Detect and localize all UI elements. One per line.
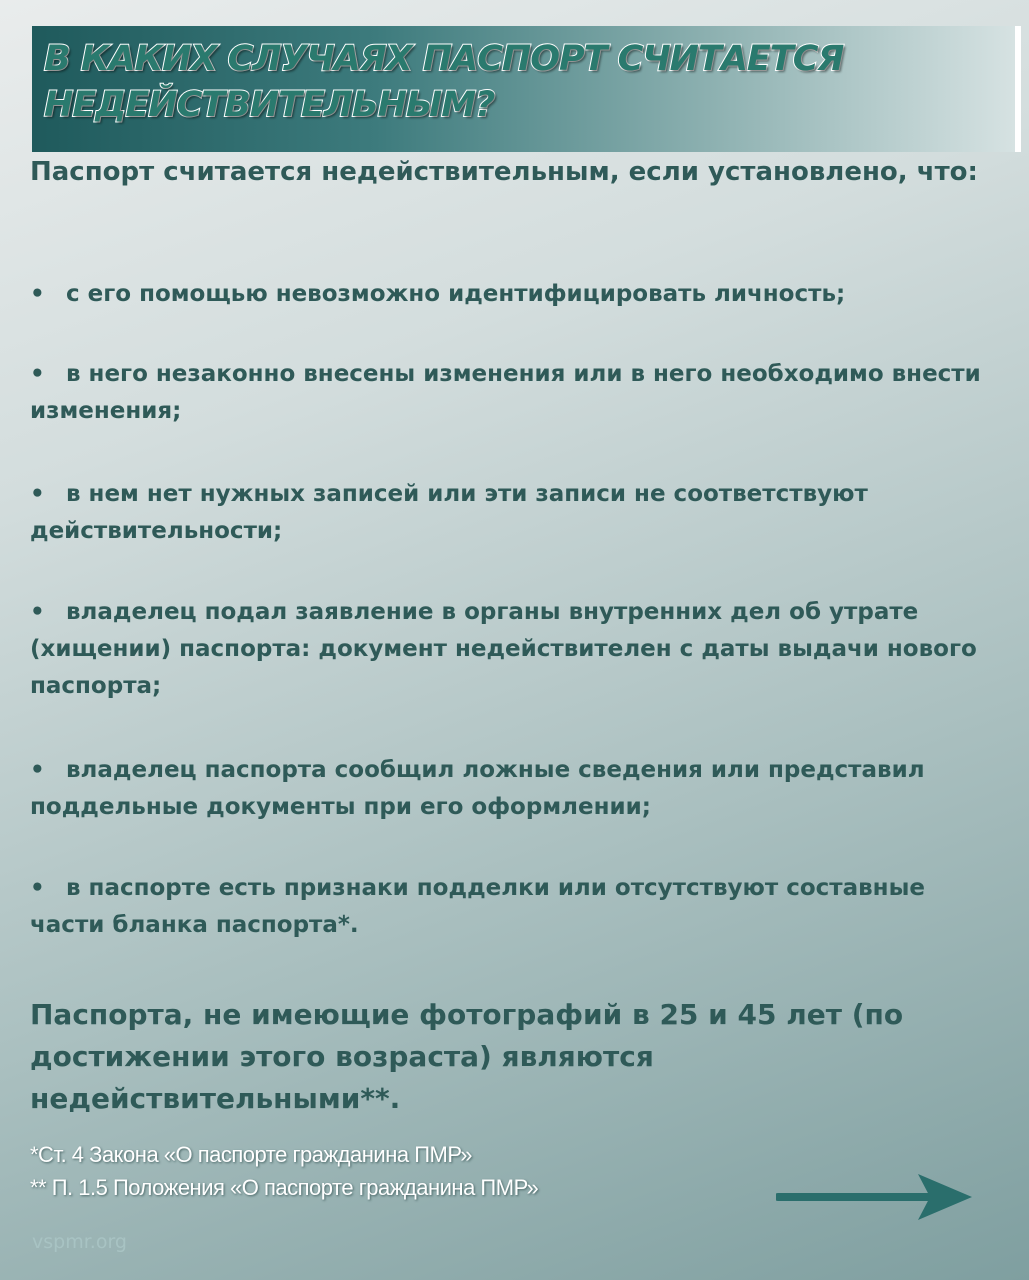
closing-statement: Паспорта, не имеющие фотографий в 25 и 45 лет (по достижении этого возраста) являются недействительными**.: [30, 998, 904, 1115]
list-item-text: в него незаконно внесены изменения или в него необходимо внести изменения;: [30, 361, 981, 424]
list-item: [30, 870, 1005, 944]
list-item-text: в нем нет нужных записей или эти записи не соответствуют действительности;: [30, 481, 868, 544]
footnote-2: ** П. 1.5 Положения «О паспорте гражданина ПМР»: [30, 1175, 539, 1200]
bullet-marker: •: [30, 281, 45, 307]
footnote-1: *Ст. 4 Закона «О паспорте гражданина ПМР»: [30, 1142, 473, 1167]
list-item: [30, 594, 1005, 705]
bullet-marker: •: [30, 481, 45, 507]
page-title-line-2: НЕДЕЙСТВИТЕЛЬНЫМ?: [44, 85, 495, 125]
bullet-marker: •: [30, 361, 45, 387]
bullet-marker: •: [30, 757, 45, 783]
list-item-text: владелец подал заявление в органы внутренних дел об утрате (хищении) паспорта: документ недействителен с даты выдачи нового паспорта;: [30, 599, 977, 699]
page-title: [44, 36, 964, 128]
list-item-text: в паспорте есть признаки подделки или отсутствуют составные части бланка паспорта*.: [30, 875, 925, 938]
footnotes: [30, 1138, 790, 1204]
list-item-text: владелец паспорта сообщил ложные сведения или представил поддельные документы при его оформлении;: [30, 757, 925, 820]
list-item: [30, 356, 1005, 430]
arrow-right-icon[interactable]: [776, 1170, 976, 1224]
list-item: [30, 276, 1005, 313]
list-item: [30, 476, 1005, 550]
list-item: [30, 752, 1005, 826]
site-watermark: vspmr.org: [32, 1231, 127, 1253]
page-title-line-1: В КАКИХ СЛУЧАЯХ ПАСПОРТ СЧИТАЕТСЯ: [44, 39, 844, 79]
list-item-text: с его помощью невозможно идентифицировать личность;: [66, 281, 846, 307]
intro-text: Паспорт считается недействительным, если установлено, что:: [30, 157, 978, 187]
bullet-marker: •: [30, 875, 45, 901]
bullet-marker: •: [30, 599, 45, 625]
